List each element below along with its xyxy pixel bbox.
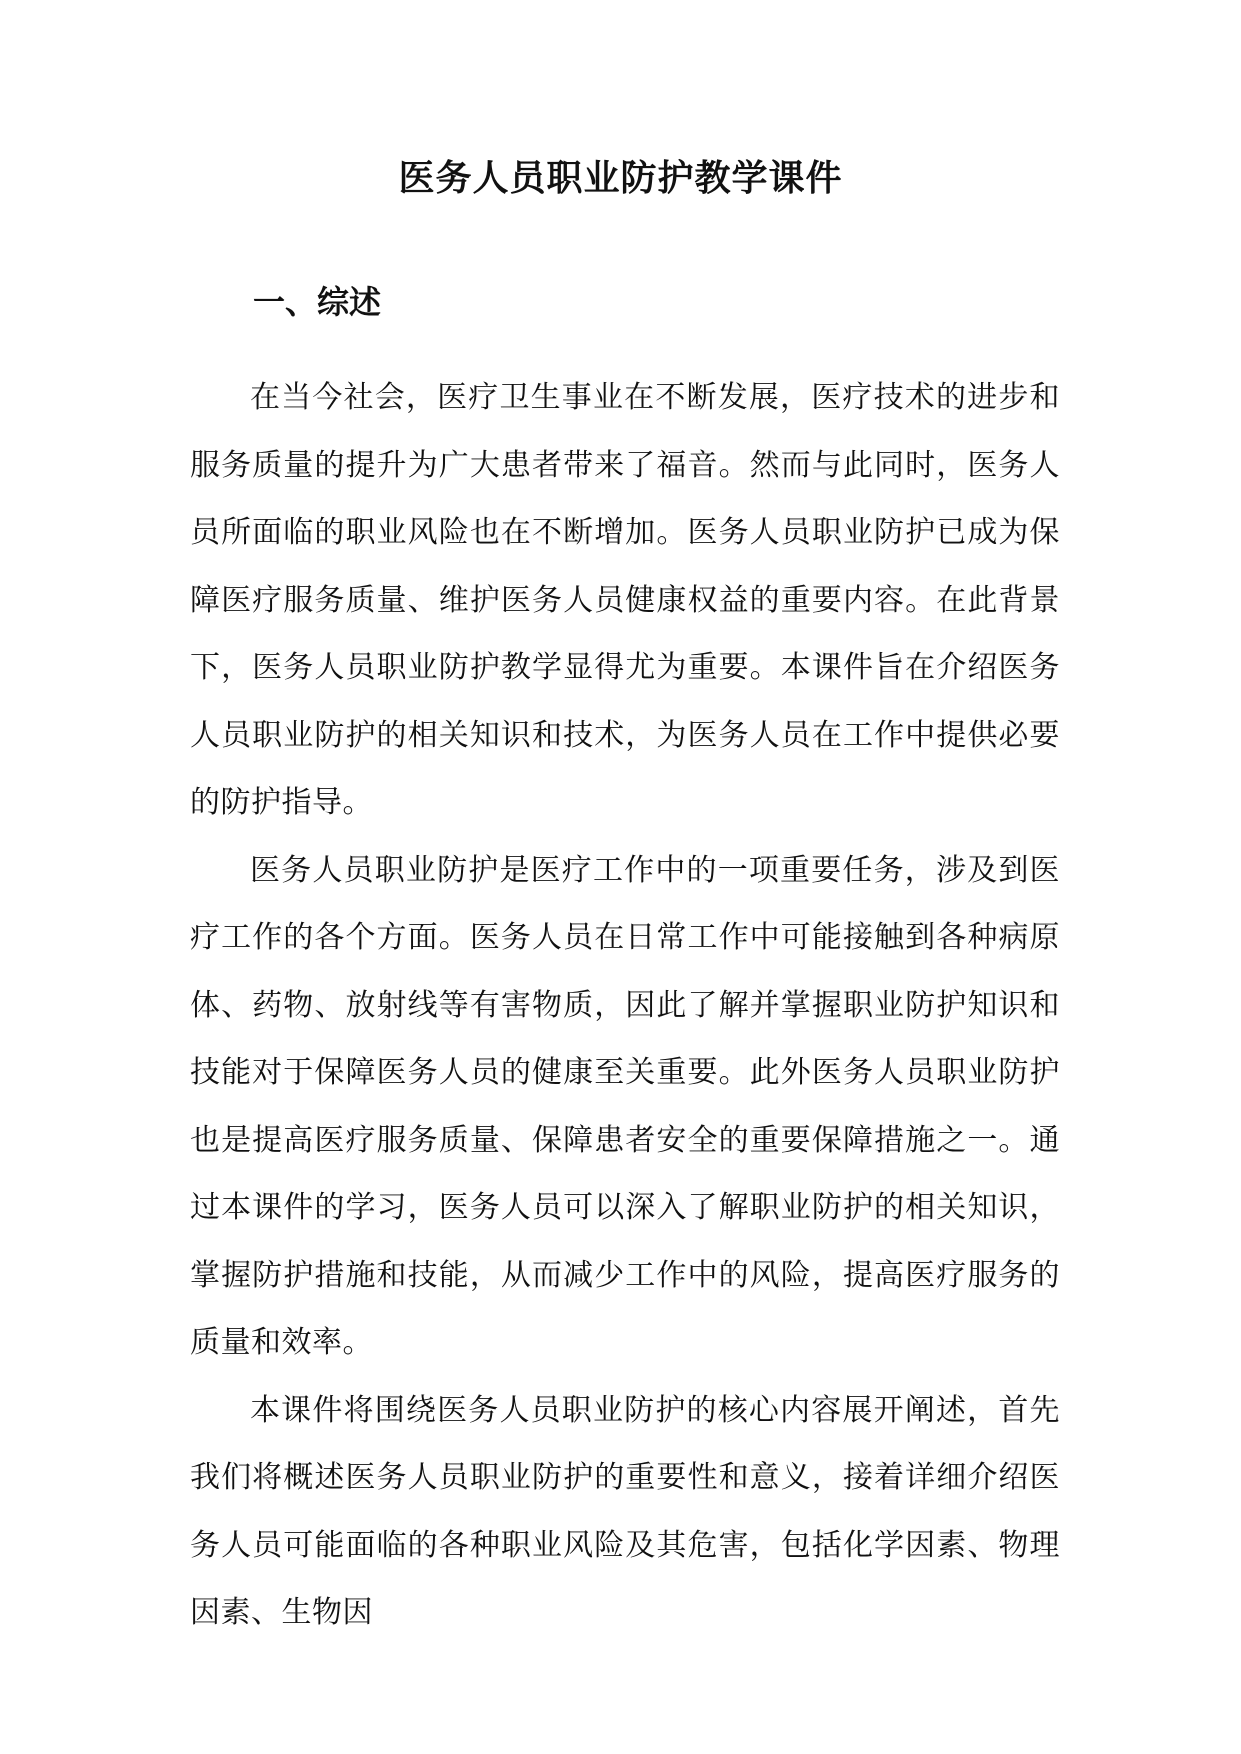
document-title: 医务人员职业防护教学课件 [398,157,843,199]
section-heading-overview: 一、综述 [253,283,382,321]
paragraph-1: 在当今社会，医疗卫生事业在不断发展，医疗技术的进步和服务质量的提升为广大患者带来了福音。然而与此同时，医务人员所面临的职业风险也在不断增加。医务人员职业防护已成为保障医疗服务质量、维护医务人员健康权益的重要内容。在此背景下，医务人员职业防护教学显得尤为重要。本课件旨在介绍医务人员职业防护的相关知识和技术，为医务人员在工作中提供必要的防护指导。 [190,380,1060,820]
paragraph-2: 医务人员职业防护是医疗工作中的一项重要任务，涉及到医疗工作的各个方面。医务人员在日常工作中可能接触到各种病原体、药物、放射线等有害物质，因此了解并掌握职业防护知识和技能对于保障医务人员的健康至关重要。此外医务人员职业防护也是提高医疗服务质量、保障患者安全的重要保障措施之一。通过本课件的学习，医务人员可以深入了解职业防护的相关知识，掌握防护措施和技能，从而减少工作中的风险，提高医疗服务的质量和效率。 [190,852,1060,1360]
paragraph-3: 本课件将围绕医务人员职业防护的核心内容展开阐述，首先我们将概述医务人员职业防护的重要性和意义，接着详细介绍医务人员可能面临的各种职业风险及其危害，包括化学因素、物理因素、生物因 [190,1392,1060,1630]
body-text [190,364,1060,1647]
